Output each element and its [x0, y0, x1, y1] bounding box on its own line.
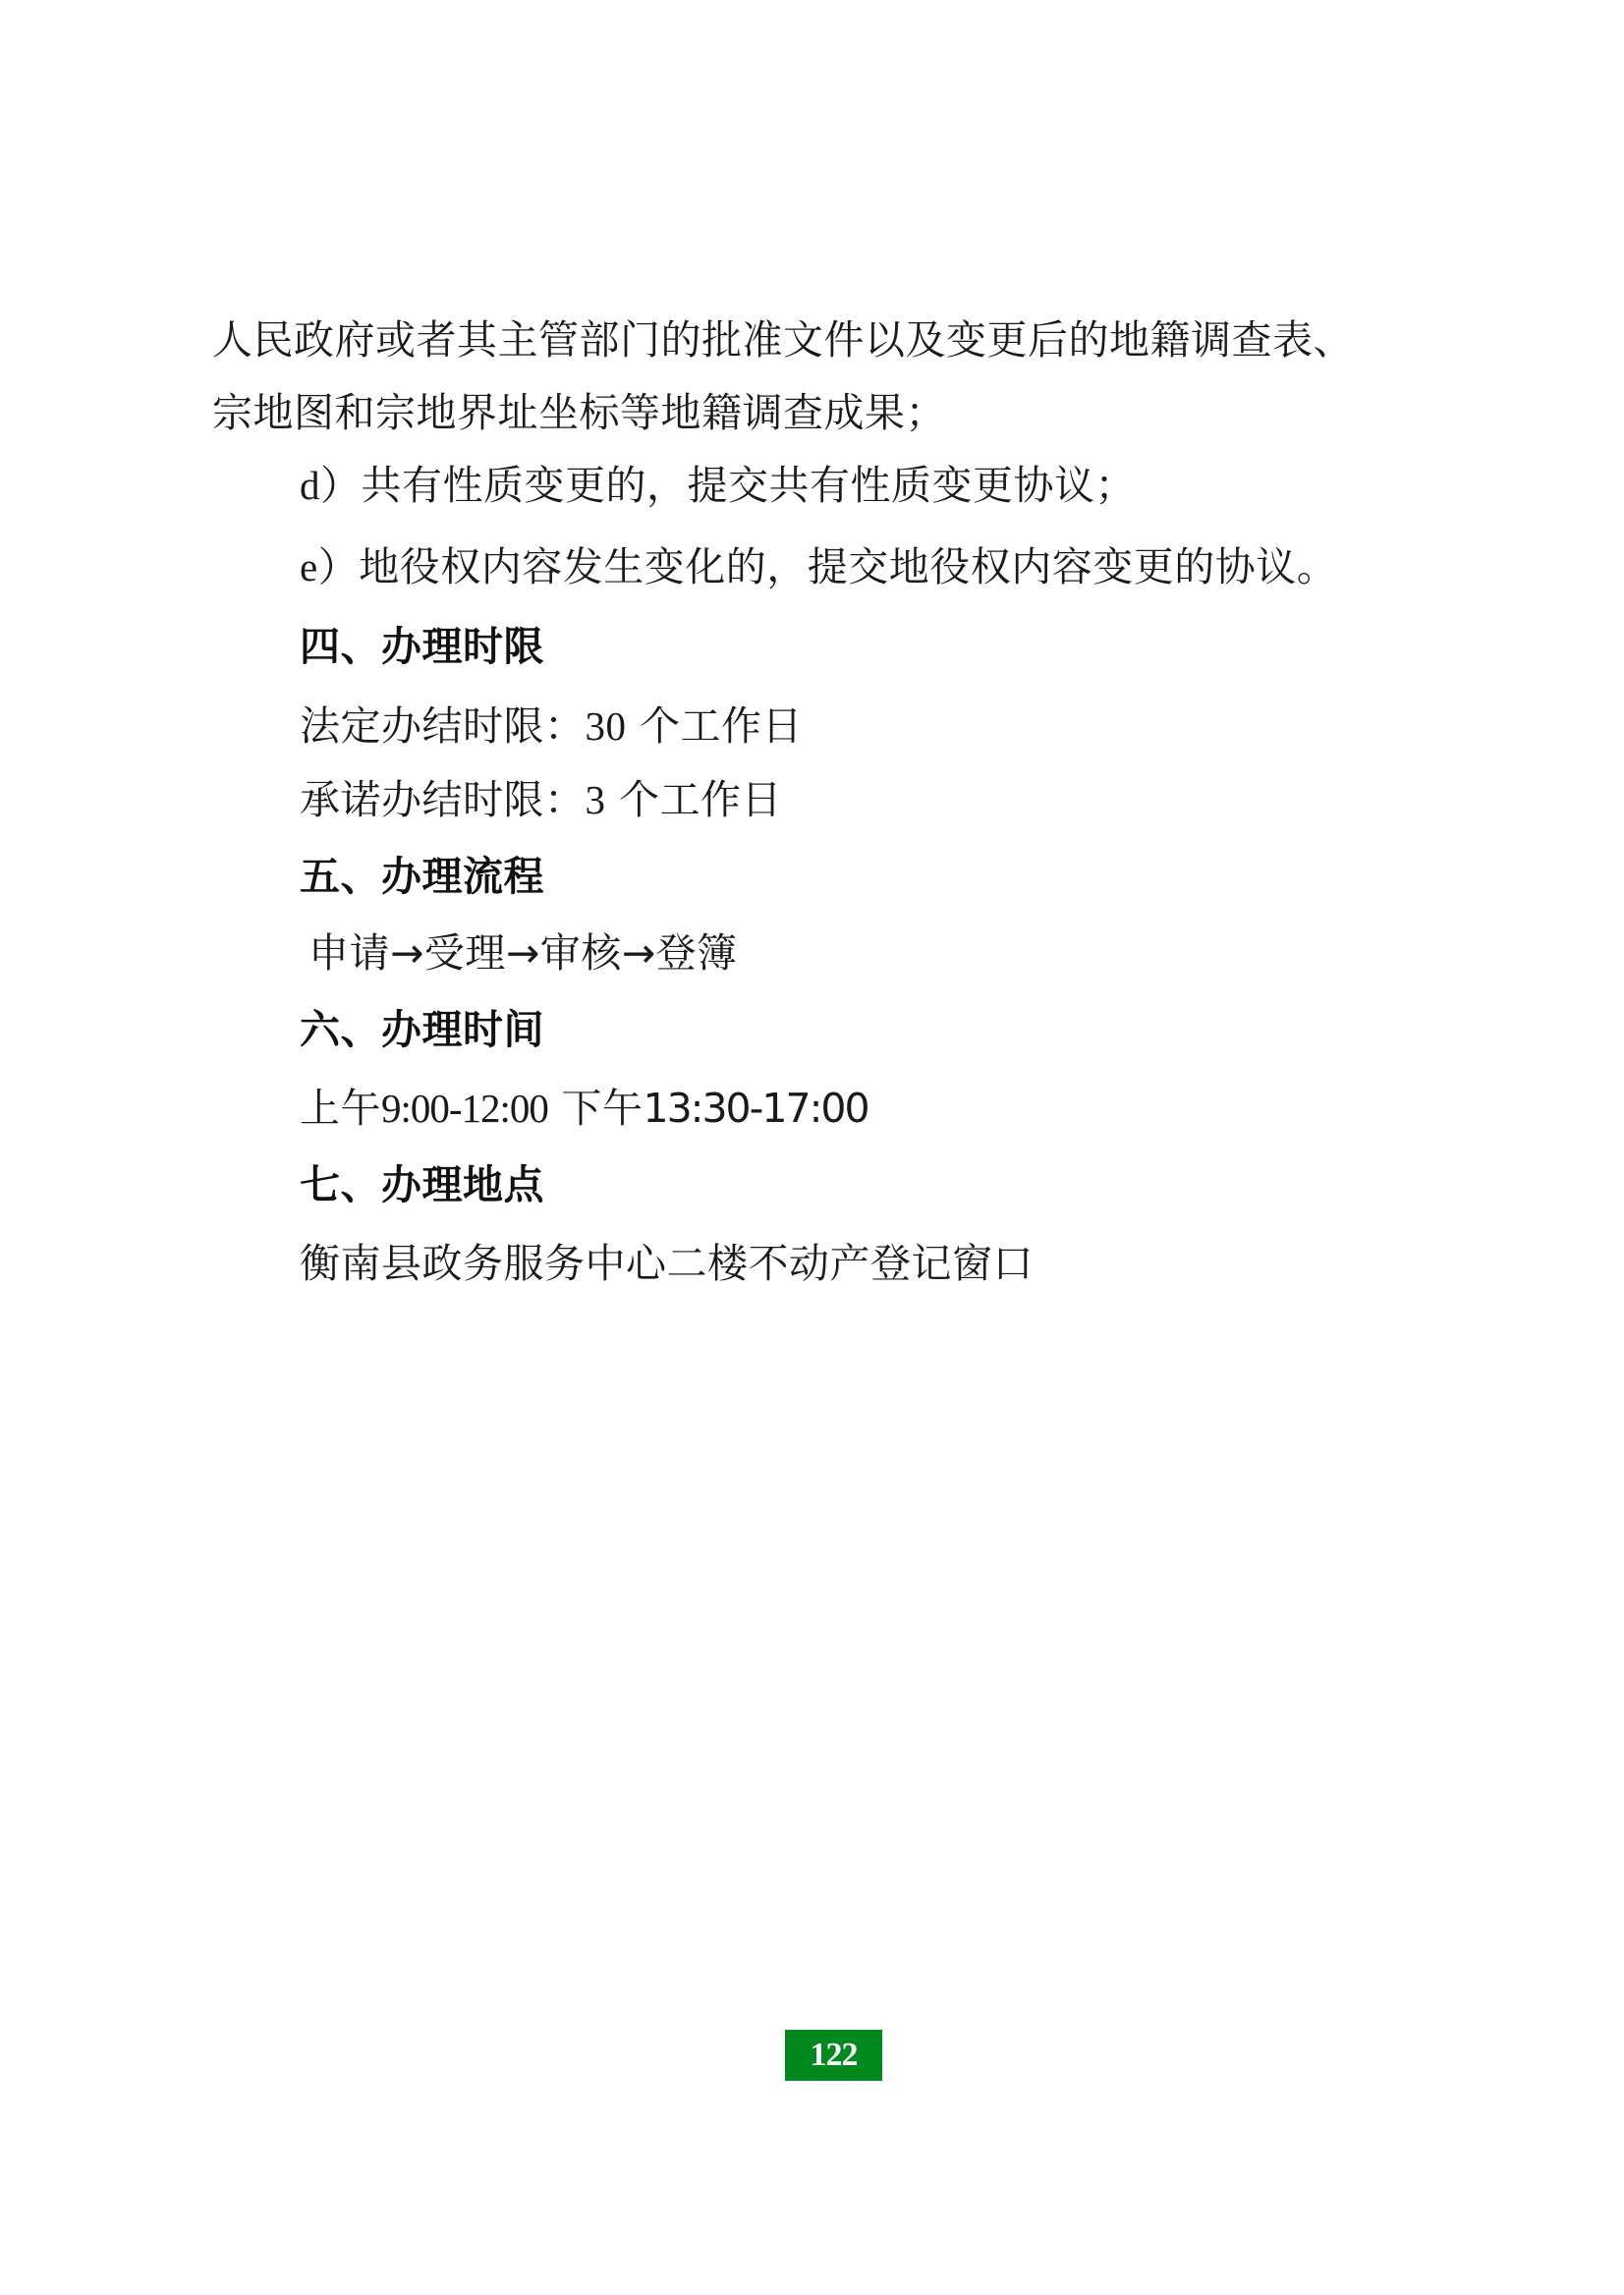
- promised-time-limit: [300, 770, 782, 829]
- office-hours: [300, 1079, 868, 1138]
- office-location: 衡南县政务服务中心二楼不动产登记窗口: [300, 1240, 1034, 1287]
- list-item-e: [300, 537, 1337, 596]
- office-hours-am-label: 上午: [300, 1085, 381, 1132]
- office-hours-pm-label: 下午: [547, 1085, 644, 1132]
- process-flow: 申请→受理→审核→登簿: [308, 929, 738, 977]
- legal-time-limit-value: 30: [585, 703, 627, 749]
- office-hours-am-time: 9:00-12:00: [381, 1086, 548, 1131]
- paragraph-line-2: 宗地图和宗地界址坐标等地籍调查成果；: [212, 389, 946, 436]
- section-heading-hours: 六、办理时间: [300, 1006, 544, 1053]
- office-hours-pm-time: 13:30-17:00: [643, 1085, 868, 1132]
- section-heading-process: 五、办理流程: [300, 853, 544, 900]
- list-text-d: 共有性质变更的，提交共有性质变更协议；: [361, 462, 1136, 509]
- legal-time-limit-label: 法定办结时限：: [300, 702, 586, 750]
- section-heading-time-limit: 四、办理时限: [300, 623, 544, 670]
- promised-time-limit-label: 承诺办结时限：: [300, 776, 586, 823]
- promised-time-limit-unit: 个工作日: [605, 776, 783, 823]
- paragraph-line-1: 人民政府或者其主管部门的批准文件以及变更后的地籍调查表、: [212, 316, 1354, 364]
- list-item-d: [300, 456, 1136, 515]
- list-marker-d: d）: [300, 463, 362, 508]
- promised-time-limit-value: 3: [585, 777, 606, 822]
- legal-time-limit: [300, 697, 803, 756]
- legal-time-limit-unit: 个工作日: [626, 702, 804, 750]
- list-text-e: 地役权内容发生变化的，提交地役权内容变更的协议。: [359, 543, 1338, 590]
- page-number-badge: 122: [785, 2030, 882, 2081]
- list-marker-e: e）: [300, 544, 360, 589]
- section-heading-location: 七、办理地点: [300, 1161, 544, 1208]
